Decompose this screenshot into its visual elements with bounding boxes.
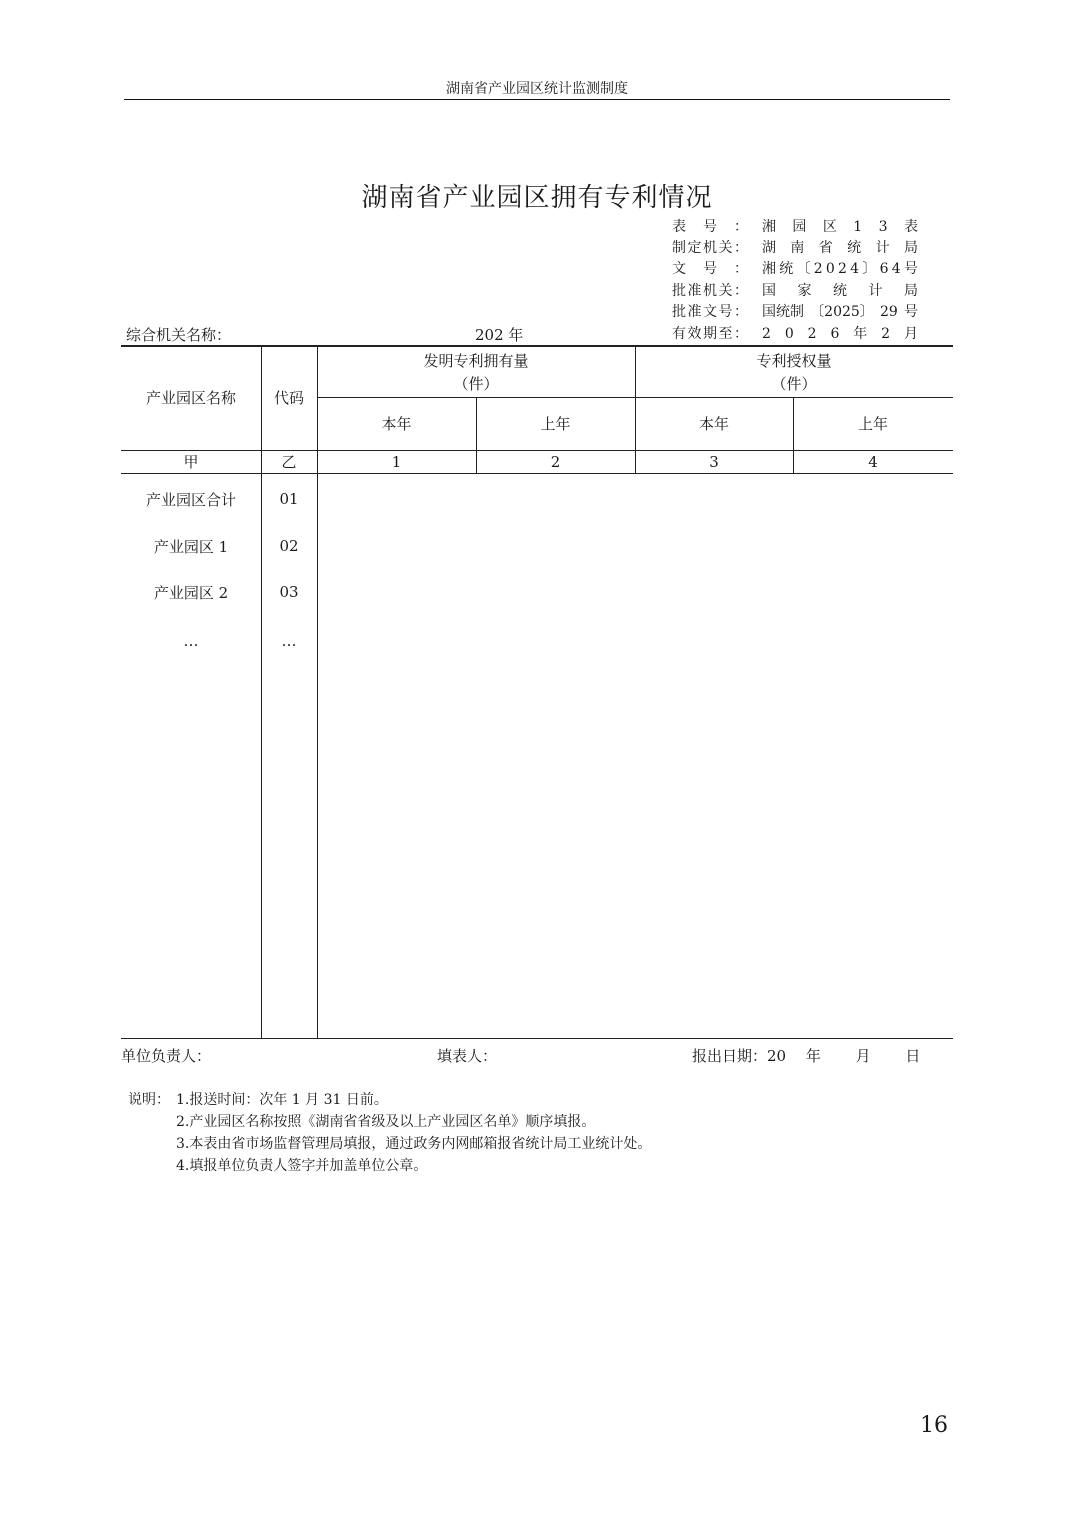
row-code-park-1: 02 [279,537,299,555]
page-number: 16 [920,1413,948,1438]
meta-value-char: 29 [879,304,898,320]
meta-value-char: 统 [847,240,862,256]
meta-value-char: 1 [853,219,863,235]
meta-value-char: 4 [891,261,901,277]
meta-value-char: 6 [830,326,840,342]
notes [128,1089,651,1177]
header-g2-this-year: 本年 [698,415,729,433]
meta-key-char: 批 [672,304,686,320]
meta-value-char: 统 [779,261,794,277]
meta-value-char: 省 [818,240,833,256]
meta-value-char: 表 [903,219,918,235]
meta-value-char: 月 [903,326,918,342]
meta-value-char: 湘 [762,219,776,235]
index-1: 1 [391,452,402,471]
meta-key-char: ： [734,283,748,299]
meta-value [762,259,918,279]
meta-value-char: 南 [790,240,805,256]
meta-value-char: 2 [762,326,771,342]
meta-key-char: 文 [703,304,717,320]
meta-value-char: 〔2025〕 [810,304,874,320]
meta-value-char: 局 [903,240,918,256]
form-title: 湖南省产业园区拥有专利情况 [361,183,713,213]
header-g1-last-year: 上年 [540,415,571,433]
header-rule [124,99,950,100]
meta-value-char: 〕 [862,261,877,277]
meta-key-char: 文 [672,261,686,277]
meta-value-char: 〔 [796,261,811,277]
meta-value-char: 年 [853,326,868,342]
meta-value-char: 园 [792,219,807,235]
row-name-total: 产业园区合计 [145,490,236,509]
row-code-total: 01 [279,490,299,508]
meta-key-char: 号 [703,219,717,235]
index-2: 2 [550,452,561,471]
meta-key-char: 机 [703,240,717,256]
index-4: 4 [868,452,878,471]
row-name-ellipsis: … [183,632,199,650]
meta-key-char: 号 [718,304,733,320]
meta-key [672,324,748,344]
meta-value [762,302,918,322]
header-g1-this-year: 本年 [381,415,412,433]
notes-label: 说明： [128,1092,170,1108]
meta-key-char: ： [734,304,748,320]
patent-table [121,345,953,1039]
meta-key-char: 至 [718,326,733,342]
meta-key-char: 批 [672,283,686,299]
meta-value-char: 号 [903,261,918,277]
meta-key-char: 期 [703,326,717,342]
index-row-rule [121,473,953,474]
meta-value-char: 3 [878,219,888,235]
org-name-label: 综合机关名称： [126,326,232,344]
header-g2-last-year: 上年 [857,415,888,433]
meta-value-char: 局 [904,283,918,299]
row-code-park-2: 03 [279,583,299,601]
meta-key [672,238,748,258]
header-park-name: 产业园区名称 [145,389,236,407]
table-bottom-rule [121,1038,953,1039]
filler-label: 填表人： [437,1047,498,1065]
note-item-4: 4.填报单位负责人签字并加盖单位公章。 [176,1158,428,1174]
meta-value-char: 2 [881,326,891,342]
header-group1-title: 发明专利拥有量 [423,351,529,370]
meta-value-char: 2 [807,326,817,342]
meta-value-char: 4 [850,261,860,277]
meta-value [762,281,918,301]
meta-key-char: 号 [703,261,717,277]
header-group1-unit: （件） [453,374,499,393]
meta-value [762,238,918,258]
year-label: 202 年 [475,326,524,344]
meta-value-char: 6 [879,261,889,277]
meta-value-char: 湖 [762,240,776,256]
meta-value-char: 计 [875,240,890,256]
meta-key-char: 表 [672,219,686,235]
note-item-1: 1.报送时间：次年 1 月 31 日前。 [176,1092,388,1108]
meta-value-char: 号 [903,304,918,320]
meta-key-char: 关 [718,240,733,256]
meta-value-char: 统 [833,283,847,299]
meta-key-char: 制 [672,240,686,256]
meta-key-char: 关 [718,283,733,299]
note-item-2: 2.产业园区名称按照《湖南省省级及以上产业园区名单》顺序填报。 [176,1114,596,1130]
header-code: 代码 [273,389,304,407]
meta-value-char: 计 [868,283,883,299]
header-group2-title: 专利授权量 [756,351,832,370]
meta-key [672,259,748,279]
meta-value-char: 国 [762,283,776,299]
index-jia: 甲 [183,453,199,471]
row-code-ellipsis: … [281,632,297,650]
meta-value-char: 国统制 [762,304,804,320]
note-item-3: 3.本表由省市场监督管理局填报，通过政务内网邮箱报省统计局工业统计处。 [176,1136,652,1152]
meta-value [762,324,918,344]
meta-value [762,217,918,237]
meta-key-char: 定 [687,240,702,256]
meta-key-char: ： [734,261,748,277]
meta-key-char: 机 [703,283,717,299]
index-yi: 乙 [281,453,297,471]
meta-key-char: 有 [672,326,686,342]
meta-key-char: ： [734,240,748,256]
unit-head-label: 单位负责人： [121,1047,212,1065]
meta-key-char: 准 [687,283,702,299]
index-3: 3 [709,452,719,471]
meta-key-char: 效 [687,326,702,342]
meta-value-char: 家 [797,283,812,299]
meta-key [672,281,748,301]
meta-value-char: 0 [784,326,794,342]
meta-value-char: 2 [838,261,847,277]
meta-value-char: 区 [822,219,837,235]
row-name-park-2: 产业园区 2 [153,583,229,602]
meta-key-char: 准 [687,304,702,320]
meta-key [672,302,748,322]
meta-key-char: ： [734,326,748,342]
running-header: 湖南省产业园区统计监测制度 [446,81,628,97]
header-group2-unit: （件） [771,374,817,393]
meta-key [672,217,748,237]
row-name-park-1: 产业园区 1 [153,537,229,556]
meta-value-char: 0 [825,261,835,277]
meta-key-char: ： [734,219,748,235]
meta-value-char: 2 [813,261,823,277]
meta-value-char: 湘 [762,261,776,277]
report-date-label: 报出日期：20 年 月 日 [692,1047,921,1065]
